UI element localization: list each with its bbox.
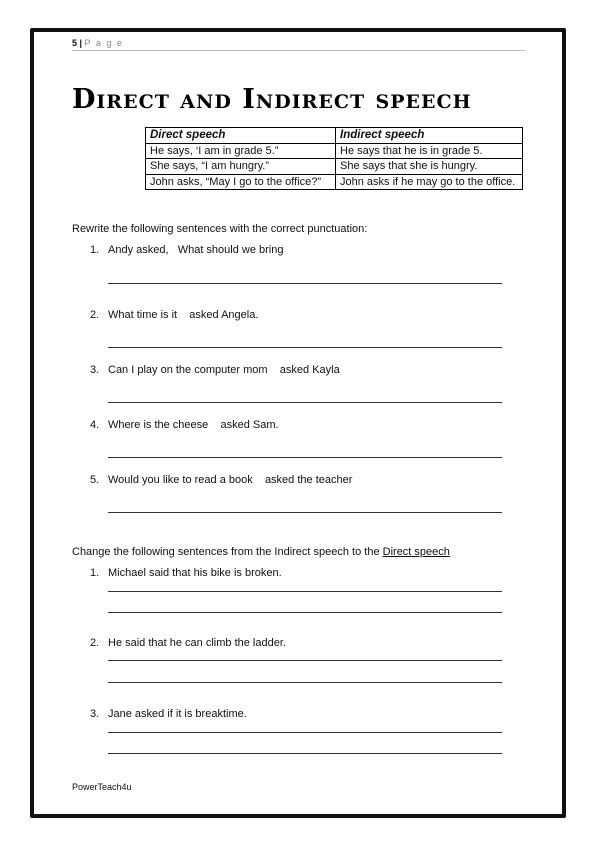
answer-line[interactable]: [108, 660, 502, 661]
answer-line[interactable]: [108, 402, 502, 403]
table-cell: John asks, “May I go to the office?”: [146, 174, 336, 190]
list-item: [90, 708, 247, 720]
worksheet-title: Direct and Indirect speech: [72, 84, 472, 115]
answer-line[interactable]: [108, 347, 502, 348]
section2-instruction-underlined: Direct speech: [382, 546, 450, 558]
answer-line[interactable]: [108, 682, 502, 683]
answer-line[interactable]: [108, 283, 502, 284]
item-number: 3.: [90, 364, 100, 376]
item-text: Can I play on the computer mom asked Kayla: [108, 364, 340, 376]
item-text: Would you like to read a book asked the teacher: [108, 474, 353, 486]
list-item: [90, 474, 352, 486]
table-cell: He says, ‘I am in grade 5.”: [146, 143, 336, 159]
item-text: Jane asked if it is breaktime.: [108, 708, 247, 720]
table-header-indirect: Indirect speech: [336, 128, 523, 144]
list-item: [90, 637, 286, 649]
header-rule: [72, 50, 525, 51]
page-header: [72, 38, 123, 48]
table-header-direct: Direct speech: [146, 128, 336, 144]
answer-line[interactable]: [108, 457, 502, 458]
item-number: 2.: [90, 637, 100, 649]
item-text: Michael said that his bike is broken.: [108, 567, 282, 579]
list-item: [90, 309, 258, 321]
table-cell: He says that he is in grade 5.: [336, 143, 523, 159]
list-item: [90, 567, 282, 579]
examples-table: [145, 127, 523, 190]
table-cell: She says that she is hungry.: [336, 159, 523, 175]
answer-line[interactable]: [108, 732, 502, 733]
section2-instruction-text: Change the following sentences from the Indirect speech to the: [72, 546, 383, 558]
list-item: [90, 244, 283, 256]
item-text: What time is it asked Angela.: [108, 309, 259, 321]
page-number: 5: [72, 38, 78, 48]
footer-brand: PowerTeach4u: [72, 782, 132, 792]
section2-instruction: [72, 546, 450, 558]
item-text: Where is the cheese asked Sam.: [108, 419, 279, 431]
page-label: P a g e: [84, 38, 124, 48]
answer-line[interactable]: [108, 591, 502, 592]
list-item: [90, 364, 340, 376]
answer-line[interactable]: [108, 753, 502, 754]
table-header-row: [146, 128, 523, 144]
section1-instruction: Rewrite the following sentences with the correct punctuation:: [72, 223, 368, 235]
item-number: 5.: [90, 474, 100, 486]
item-text: Andy asked, What should we bring: [108, 244, 284, 256]
item-number: 3.: [90, 708, 100, 720]
answer-line[interactable]: [108, 612, 502, 613]
list-item: [90, 419, 279, 431]
table-cell: John asks if he may go to the office.: [336, 174, 523, 190]
table-row: [146, 159, 523, 175]
item-number: 4.: [90, 419, 100, 431]
answer-line[interactable]: [108, 512, 502, 513]
item-number: 1.: [90, 244, 100, 256]
header-separator: |: [77, 38, 85, 48]
item-number: 1.: [90, 567, 100, 579]
table-cell: She says, “I am hungry.”: [146, 159, 336, 175]
table-row: [146, 174, 523, 190]
item-number: 2.: [90, 309, 100, 321]
table-row: [146, 143, 523, 159]
item-text: He said that he can climb the ladder.: [108, 637, 286, 649]
